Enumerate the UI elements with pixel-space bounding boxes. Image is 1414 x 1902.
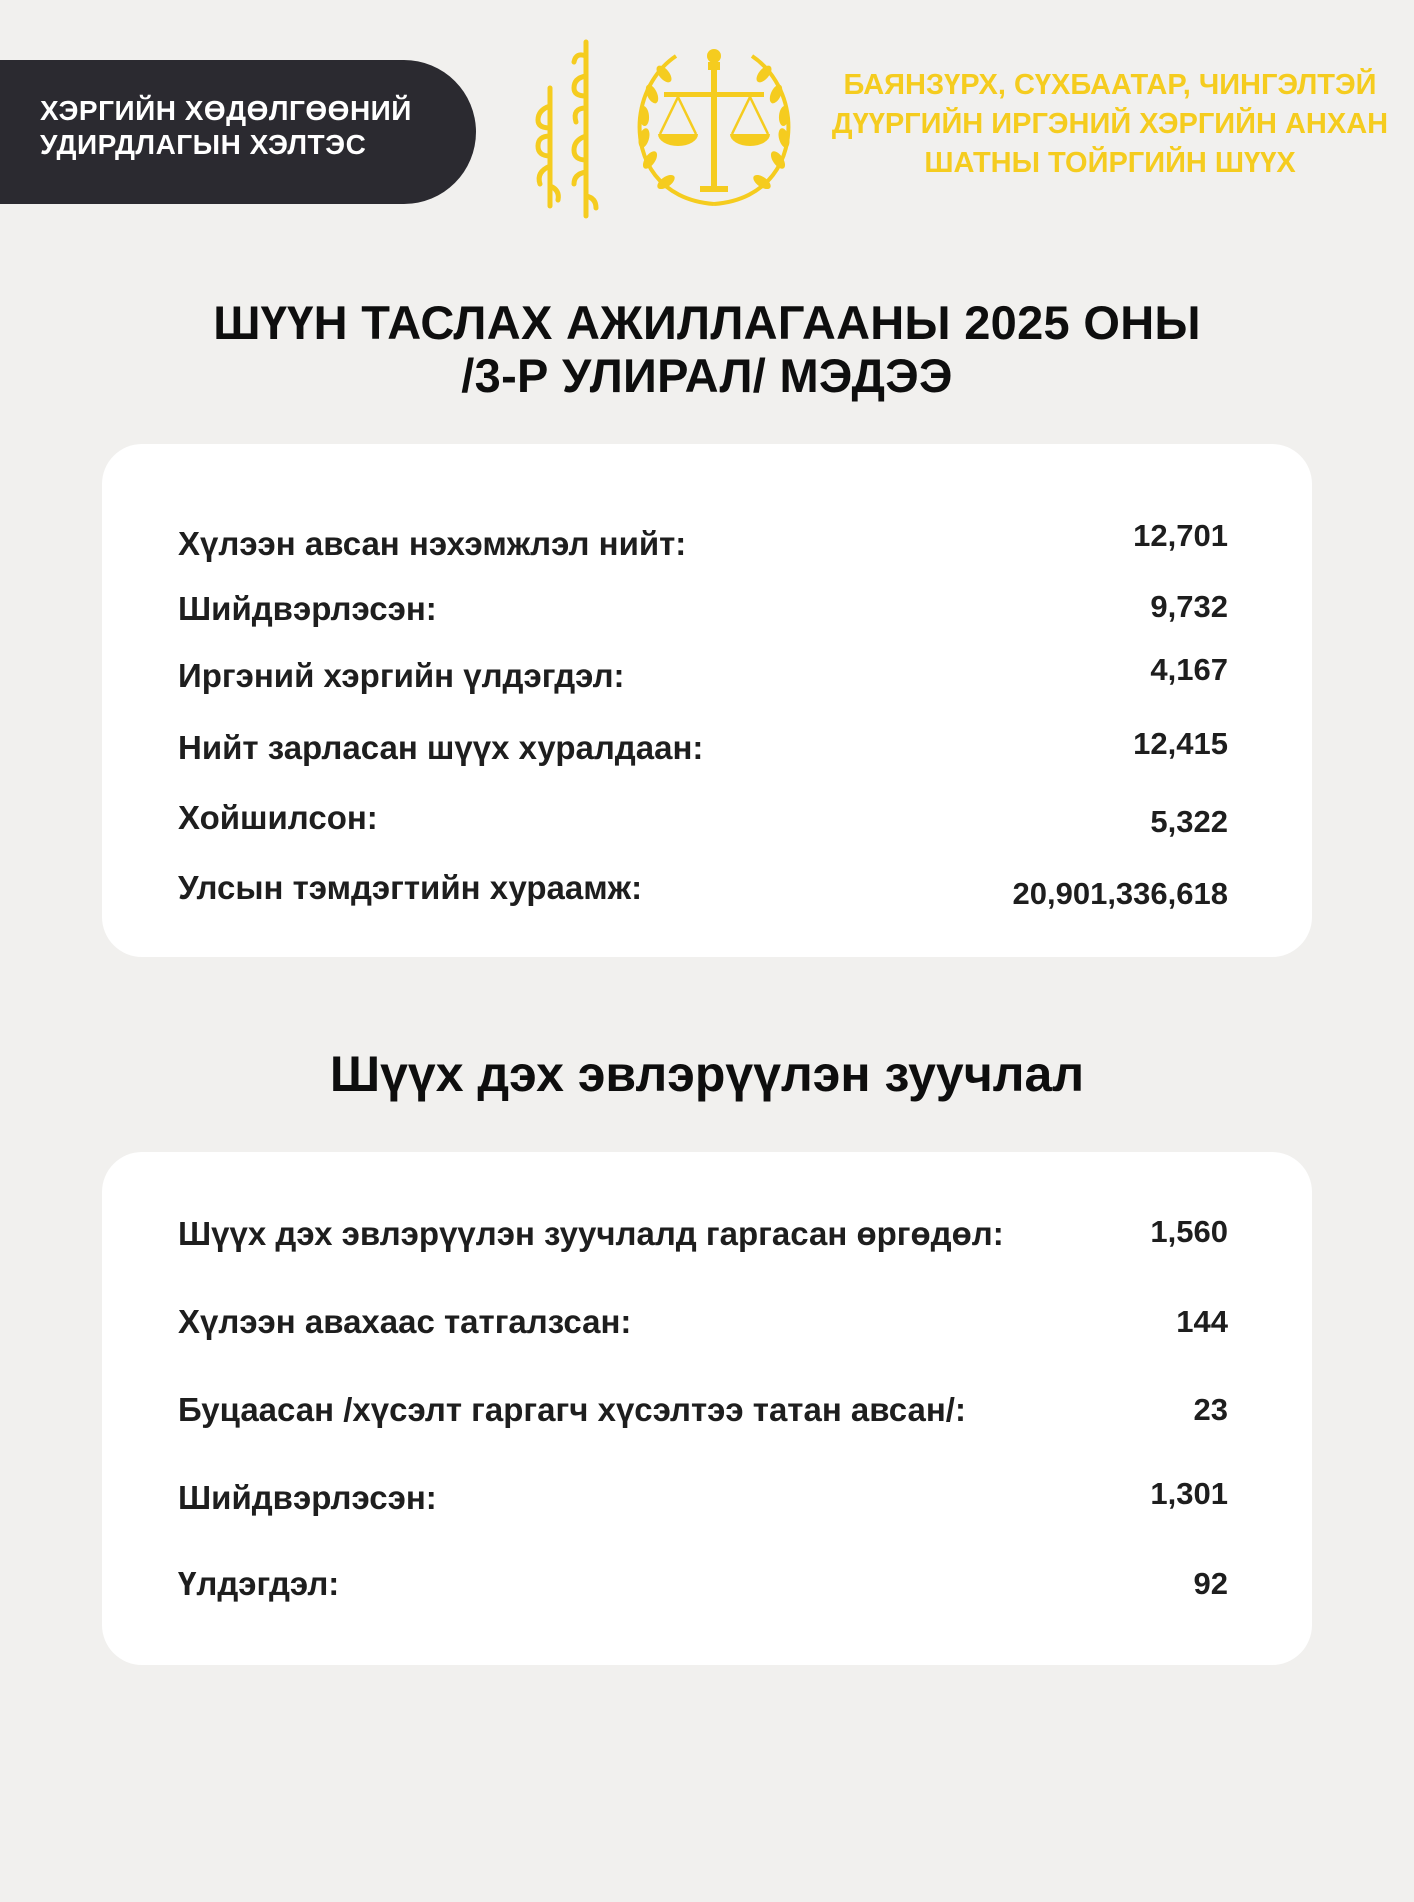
mediation-label: Үлдэгдэл: [178,1565,340,1602]
stat-value: 20,901,336,618 [1012,876,1228,911]
stat-label: Иргэний хэргийн үлдэгдэл: [178,657,625,694]
mediation-label: Шийдвэрлэсэн: [178,1479,437,1516]
stat-value: 5,322 [1150,804,1228,839]
page-title-line-2: /3-Р УЛИРАЛ/ МЭДЭЭ [461,349,953,402]
department-line-1: ХЭРГИЙН ХӨДӨЛГӨӨНИЙ [40,95,412,126]
mediation-value: 92 [1193,1566,1228,1601]
stat-label: Шийдвэрлэсэн: [178,590,437,627]
stat-value: 12,701 [1133,518,1228,553]
mediation-label: Шүүх дэх эвлэрүүлэн зуучлалд гаргасан өргөдөл: [178,1215,1004,1252]
mediation-value: 1,560 [1150,1214,1228,1249]
mongolian-script-mark [528,36,608,220]
court-name-line-3: ШАТНЫ ТОЙРГИЙН ШҮҮХ [924,147,1296,179]
stat-label: Нийт зарласан шүүх хуралдаан: [178,729,704,766]
department-line-2: УДИРДЛАГЫН ХЭЛТЭС [40,129,367,160]
stat-label: Хойшилсон: [178,799,378,836]
stat-label: Улсын тэмдэгтийн хураамж: [178,869,643,906]
mediation-label: Буцаасан /хүсэлт гаргагч хүсэлтээ татан авсан/: [178,1391,966,1428]
mediation-value: 144 [1176,1304,1228,1339]
court-name [806,66,1414,183]
mediation-section-title: Шүүх дэх эвлэрүүлэн зуучлал [329,1046,1085,1102]
mediation-label: Хүлээн авахаас татгалзсан: [178,1303,632,1340]
page-title-line-1: ШҮҮН ТАСЛАХ АЖИЛЛАГААНЫ 2025 ОНЫ [213,296,1201,349]
scales-of-justice-wreath-icon [630,42,798,214]
page-title [0,296,1414,402]
mediation-value: 23 [1193,1392,1228,1427]
court-name-line-2: ДҮҮРГИЙН ИРГЭНИЙ ХЭРГИЙН АНХАН [831,108,1389,140]
stat-value: 12,415 [1133,726,1228,761]
court-name-line-1: БАЯНЗҮРХ, СҮХБААТАР, ЧИНГЭЛТЭЙ [843,69,1377,101]
stat-value: 4,167 [1150,652,1228,687]
department-badge [0,60,476,204]
mediation-stats-card [102,1152,1312,1665]
stat-label: Хүлээн авсан нэхэмжлэл нийт: [178,525,687,562]
stat-value: 9,732 [1150,589,1228,624]
mediation-value: 1,301 [1150,1476,1228,1511]
court-stats-card [102,444,1312,957]
